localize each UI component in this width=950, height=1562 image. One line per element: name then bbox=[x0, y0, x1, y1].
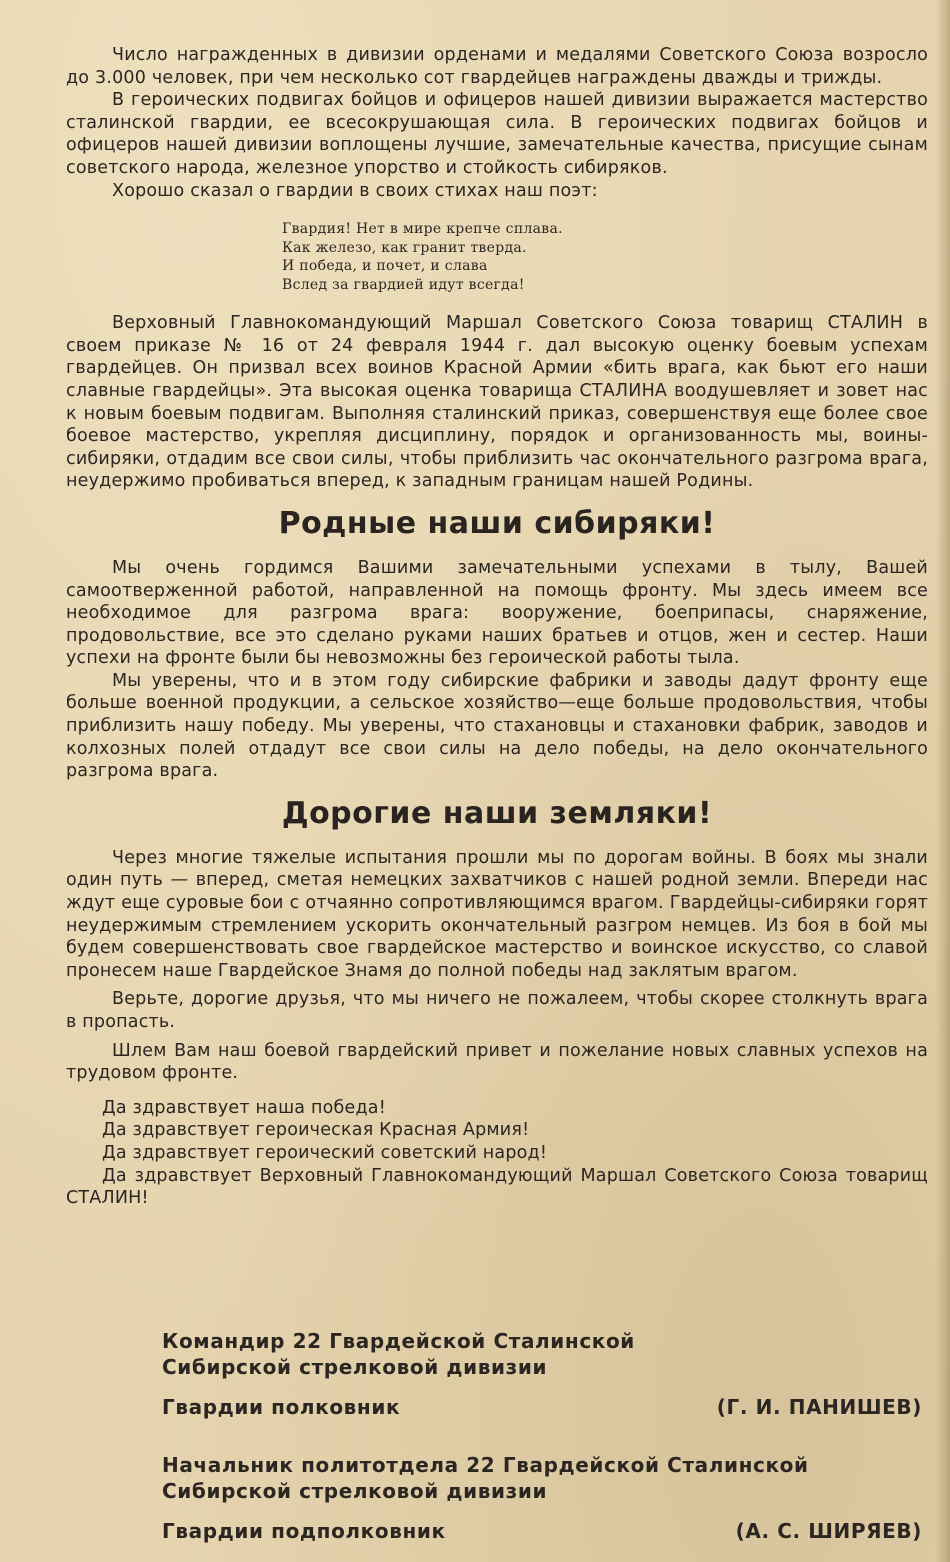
political-name: (А. С. ШИРЯЕВ) bbox=[735, 1519, 922, 1543]
poem-block bbox=[282, 220, 928, 294]
commander-title-line: Сибирской стрелковой дивизии bbox=[162, 1355, 548, 1379]
poem-line: Вслед за гвардией идут всегда! bbox=[282, 276, 525, 293]
cheer-line: Да здравствует Верховный Главнокомандующий Маршал Советского Союза товарищ СТАЛИН! bbox=[66, 1165, 928, 1209]
cheer-line: Да здравствует наша победа! bbox=[102, 1097, 386, 1118]
paragraph-believe: Верьте, дорогие друзья, что мы ничего не пожалеем, чтобы скорее столкнуть врага в пропасть. bbox=[66, 989, 928, 1032]
paragraph-home-front: Мы очень гордимся Вашими замечательными успехами в тылу, Вашей самоотверженной работой, направленной на помощь фронту. Мы здесь имеем все необходимое для разгрома врага: вооружение, боеприпасы, снаряжение, продовольствие, все это сделано руками наших братьев и отцов, жен и сестер. Наши успехи на фронте были бы невозможны без героической работы тыла. bbox=[66, 557, 928, 669]
heading-countrymen: Дорогие наши земляки! bbox=[281, 795, 713, 831]
paragraph-factories: Мы уверены, что и в этом году сибирские фабрики и заводы дадут фронту еще больше военной продукции, а сельское хозяйство—еще больше продовольствия, чтобы приблизить нашу победу. Мы уверены, что стахановцы и стахановки фабрик, заводов и колхозных полей отдадут все свои силы на дело победы, на дело окончательного разгрома врага. bbox=[66, 670, 928, 782]
paragraph-awards: Число награжденных в дивизии орденами и медалями Советского Союза возросло до 3.000 человек, при чем несколько сот гвардейцев награждены дважды и трижды. bbox=[66, 45, 928, 88]
political-title-line: Сибирской стрелковой дивизии bbox=[162, 1479, 548, 1503]
political-rank: Гвардии подполковник bbox=[162, 1519, 446, 1543]
paragraph-stalin-order: Верховный Главнокомандующий Маршал Советского Союза товарищ СТАЛИН в своем приказе № 16 от 24 февраля 1944 г. дал высокую оценку боевым успехам гвардейцев. Он призвал всех воинов Красной Армии «бить врага, как бьют его наши славные гвардейцы». Эта высокая оценка товарища СТАЛИНА воодушевляет и зовет нас к новым боевым подвигам. Выполняя сталинский приказ, совершенствуя еще более свое боевое мастерство, укрепляя дисциплину, порядок и организованность мы, воины-сибиряки, отдадим все свои силы, чтобы приблизить час окончательного разгрома врага, неудержимо пробиваться вперед, к западным границам нашей Родины. bbox=[66, 313, 928, 492]
signature-political bbox=[162, 1452, 922, 1544]
poem-line: И победа, и почет, и слава bbox=[282, 258, 488, 275]
commander-rank: Гвардии полковник bbox=[162, 1395, 401, 1419]
poem-line: Как железо, как гранит тверда. bbox=[282, 239, 527, 256]
signature-commander bbox=[162, 1328, 922, 1420]
paragraph-poet-intro: Хорошо сказал о гвардии в своих стихах наш поэт: bbox=[112, 180, 598, 201]
political-title-line: Начальник политотдела 22 Гвардейской Сталинской bbox=[162, 1453, 809, 1477]
paragraph-heroic-deeds: В героических подвигах бойцов и офицеров нашей дивизии выражается мастерство сталинской гвардии, ее всесокрушающая сила. В героических подвигах бойцов и офицеров нашей дивизии воплощены лучшие, замечательные качества, присущие сынам советского народа, железное упорство и стойкость сибиряков. bbox=[66, 90, 928, 178]
document-body bbox=[66, 44, 928, 1210]
paragraph-greeting: Шлем Вам наш боевой гвардейский привет и пожелание новых славных успехов на трудовом фронте. bbox=[66, 1040, 928, 1084]
paragraph-war-roads: Через многие тяжелые испытания прошли мы по дорогам войны. В боях мы знали один путь — вперед, сметая немецких захватчиков с нашей родной земли. Впереди нас ждут еще суровые бои с отчаянно сопротивляющимся врагом. Гвардейцы-сибиряки горят неудержимым стремлением ускорить окончательный разгром немцев. Из боя в бой мы будем совершенствовать свое гвардейское мастерство и воинское искусство, со славой пронесем наше Гвардейское Знамя до полной победы над заклятым врагом. bbox=[66, 847, 928, 981]
page-edge-shadow bbox=[936, 0, 950, 1562]
commander-name: (Г. И. ПАНИШЕВ) bbox=[716, 1395, 922, 1419]
poem-line: Гвардия! Нет в мире крепче сплава. bbox=[282, 221, 563, 238]
cheer-line: Да здравствует героический советский народ! bbox=[102, 1142, 548, 1163]
cheers-block bbox=[66, 1097, 928, 1210]
cheer-line: Да здравствует героическая Красная Армия! bbox=[102, 1120, 530, 1141]
heading-siberians: Родные наши сибиряки! bbox=[278, 505, 716, 541]
commander-title-line: Командир 22 Гвардейской Сталинской bbox=[162, 1329, 635, 1353]
